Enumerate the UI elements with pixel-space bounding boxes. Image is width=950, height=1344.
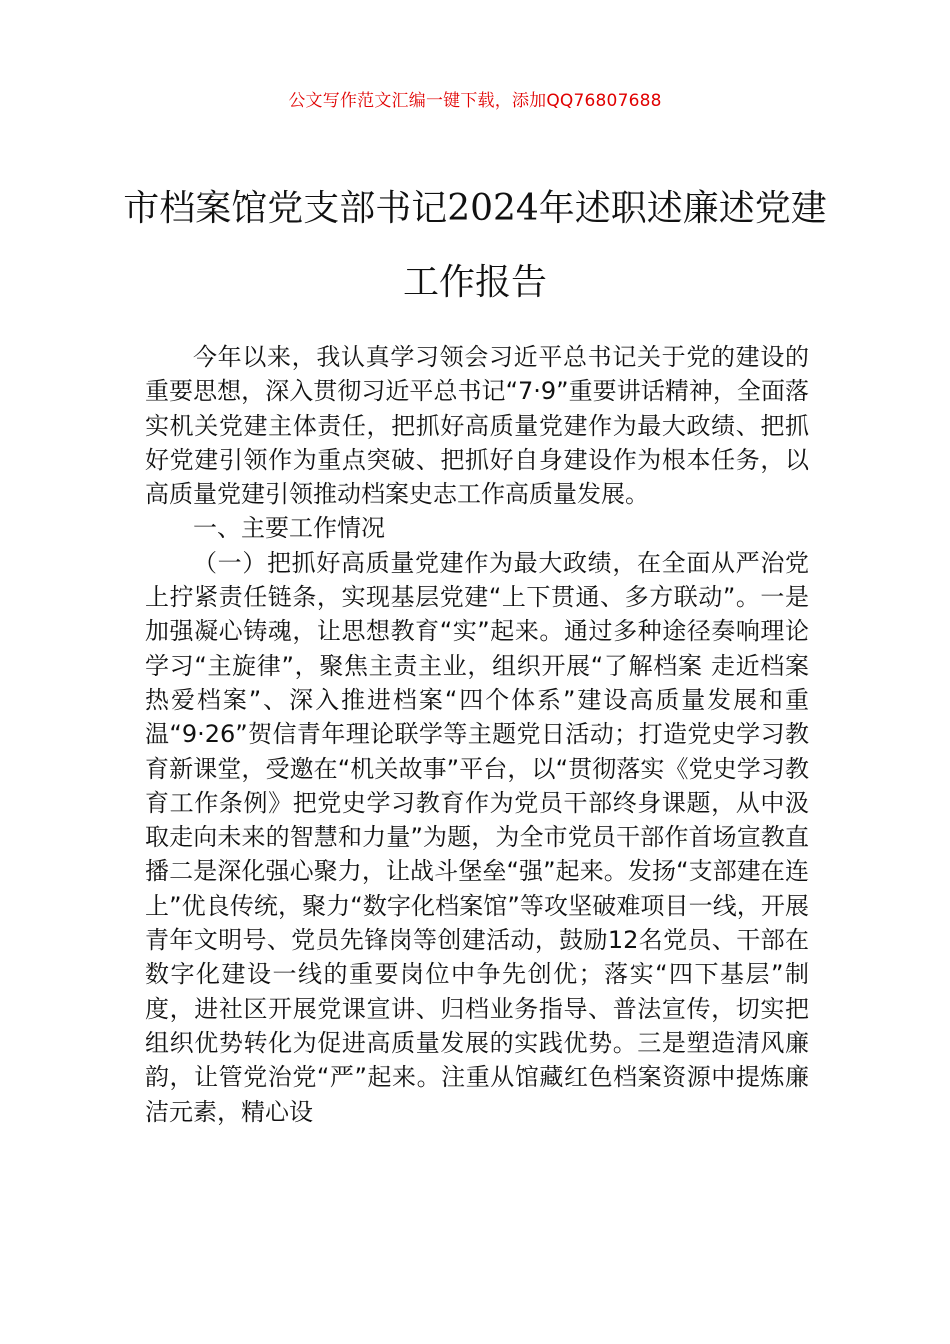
- document-title: 市档案馆党支部书记2024年述职述廉述党建工作报告: [123, 188, 827, 303]
- section-heading: 一、主要工作情况: [193, 514, 385, 543]
- paragraph-intro: 今年以来，我认真学习领会习近平总书记关于党的建设的重要思想，深入贯彻习近平总书记“7·9”重要讲话精神，全面落实机关党建主体责任，把抓好高质量党建作为最大政绩、把抓好党建引领作为重点突破、把抓好自身建设作为根本任务，以高质量党建引领推动档案史志工作高质量发展。: [145, 343, 809, 509]
- download-notice: 公文写作范文汇编一键下载，添加QQ76807688: [288, 91, 662, 111]
- document-body: [145, 340, 809, 1129]
- paragraph-section-1: （一）把抓好高质量党建作为最大政绩，在全面从严治党上拧紧责任链条，实现基层党建“上下贯通、多方联动”。一是加强凝心铸魂，让思想教育“实”起来。通过多种途径奏响理论学习“主旋律”，聚焦主责主业，组织开展“了解档案 走近档案 热爱档案”、深入推进档案“四个体系”建设高质量发展和重温“9·26”贺信青年理论联学等主题党日活动；打造党史学习教育新课堂，受邀在“机关故事”平台，以“贯彻落实《党史学习教育工作条例》把党史学习教育作为党员干部终身课题，从中汲取走向未来的智慧和力量”为题，为全市党员干部作首场宣教直播二是深化强心聚力，让战斗堡垒“强”起来。发扬“支部建在连上”优良传统，聚力“数字化档案馆”等攻坚破难项目一线，开展青年文明号、党员先锋岗等创建活动，鼓励12名党员、干部在数字化建设一线的重要岗位中争先创优；落实“四下基层”制度，进社区开展党课宣讲、归档业务指导、普法宣传，切实把组织优势转化为促进高质量发展的实践优势。三是塑造清风廉韵，让管党治党“严”起来。注重从馆藏红色档案资源中提炼廉洁元素，精心设: [145, 548, 809, 1126]
